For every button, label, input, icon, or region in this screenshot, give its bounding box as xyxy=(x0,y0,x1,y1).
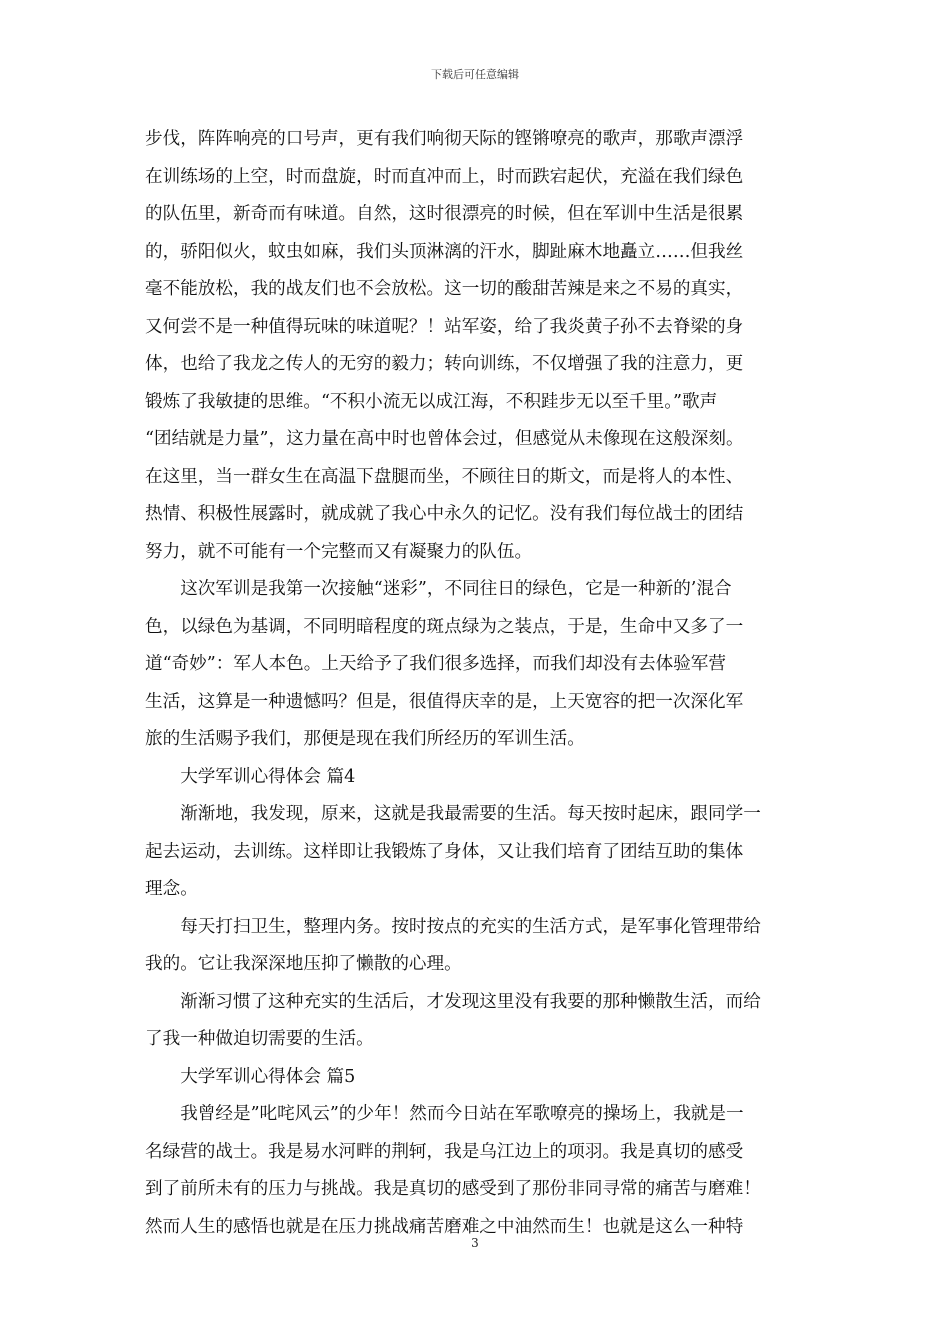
text-line: 理念。 xyxy=(145,879,198,899)
text-line: 我曾经是”叱咤风云”的少年！然而今日站在军歌嘹亮的操场上，我就是一 xyxy=(145,1104,744,1124)
text-line: 到了前所未有的压力与挑战。我是真切的感受到了那份非同寻常的痛苦与磨难！ xyxy=(145,1179,761,1199)
text-line: 道“奇妙”：军人本色。上天给予了我们很多选择，而我们却没有去体验军营 xyxy=(145,654,726,674)
text-line: 大学军训心得体会 篇5 xyxy=(145,1066,356,1087)
document-body xyxy=(145,121,817,1246)
text-line: 我的。它让我深深地压抑了懒散的心理。 xyxy=(145,954,462,974)
text-line: 渐渐习惯了这种充实的生活后，才发现这里没有我要的那种懒散生活，而给 xyxy=(145,991,761,1012)
text-line: “团结就是力量”，这力量在高中时也曾体会过，但感觉从未像现在这般深刻。 xyxy=(145,429,744,449)
text-line: 生活，这算是一种遗憾吗？但是，很值得庆幸的是，上天宽容的把一次深化军 xyxy=(145,691,744,712)
text-line: 毫不能放松，我的战友们也不会放松。这一切的酸甜苦辣是来之不易的真实， xyxy=(145,279,744,299)
text-line: 大学军训心得体会 篇4 xyxy=(145,766,356,787)
text-line: 色，以绿色为基调，不同明暗程度的斑点绿为之装点，于是，生命中又多了一 xyxy=(145,616,744,637)
text-line: 又何尝不是一种值得玩味的味道呢？！站军姿，给了我炎黄子孙不去脊梁的身 xyxy=(145,316,744,337)
text-line: 每天打扫卫生，整理内务。按时按点的充实的生活方式，是军事化管理带给 xyxy=(145,916,761,937)
text-line: 渐渐地，我发现，原来，这就是我最需要的生活。每天按时起床，跟同学一 xyxy=(145,804,761,824)
text-line: 然而人生的感悟也就是在压力挑战痛苦磨难之中油然而生！也就是这么一种特 xyxy=(145,1216,744,1237)
text-line: 名绿营的战士。我是易水河畔的荆轲，我是乌江边上的项羽。我是真切的感受 xyxy=(145,1141,744,1162)
page-number: 3 xyxy=(471,1236,479,1250)
text-line: 体，也给了我龙之传人的无穷的毅力；转向训练，不仅增强了我的注意力，更 xyxy=(145,354,744,374)
page-header: 下载后可任意编辑 xyxy=(431,68,519,81)
text-line: 的队伍里，新奇而有味道。自然，这时很漂亮的时候，但在军训中生活是很累 xyxy=(145,204,744,224)
text-line: 努力，就不可能有一个完整而又有凝聚力的队伍。 xyxy=(145,541,533,562)
text-line: 在训练场的上空，时而盘旋，时而直冲而上，时而跌宕起伏，充溢在我们绿色 xyxy=(145,166,744,187)
text-line: 步伐，阵阵响亮的口号声，更有我们响彻天际的铿锵嘹亮的歌声，那歌声漂浮 xyxy=(145,129,744,149)
text-line: 的，骄阳似火，蚊虫如麻，我们头顶淋漓的汗水，脚趾麻木地矗立……但我丝 xyxy=(145,241,744,262)
text-line: 了我一种做迫切需要的生活。 xyxy=(145,1029,374,1049)
text-line: 在这里，当一群女生在高温下盘腿而坐，不顾往日的斯文，而是将人的本性、 xyxy=(145,466,744,487)
text-line: 旅的生活赐予我们，那便是现在我们所经历的军训生活。 xyxy=(145,729,585,749)
text-line: 起去运动，去训练。这样即让我锻炼了身体，又让我们培育了团结互助的集体 xyxy=(145,841,744,862)
text-line: 热情、积极性展露时，就成就了我心中永久的记忆。没有我们每位战士的团结 xyxy=(145,504,744,524)
text-line: 这次军训是我第一次接触“迷彩”，不同往日的绿色，它是一种新的’混合 xyxy=(145,579,732,599)
text-line: 锻炼了我敏捷的思维。“不积小流无以成江海，不积跬步无以至千里。”歌声 xyxy=(145,391,718,412)
